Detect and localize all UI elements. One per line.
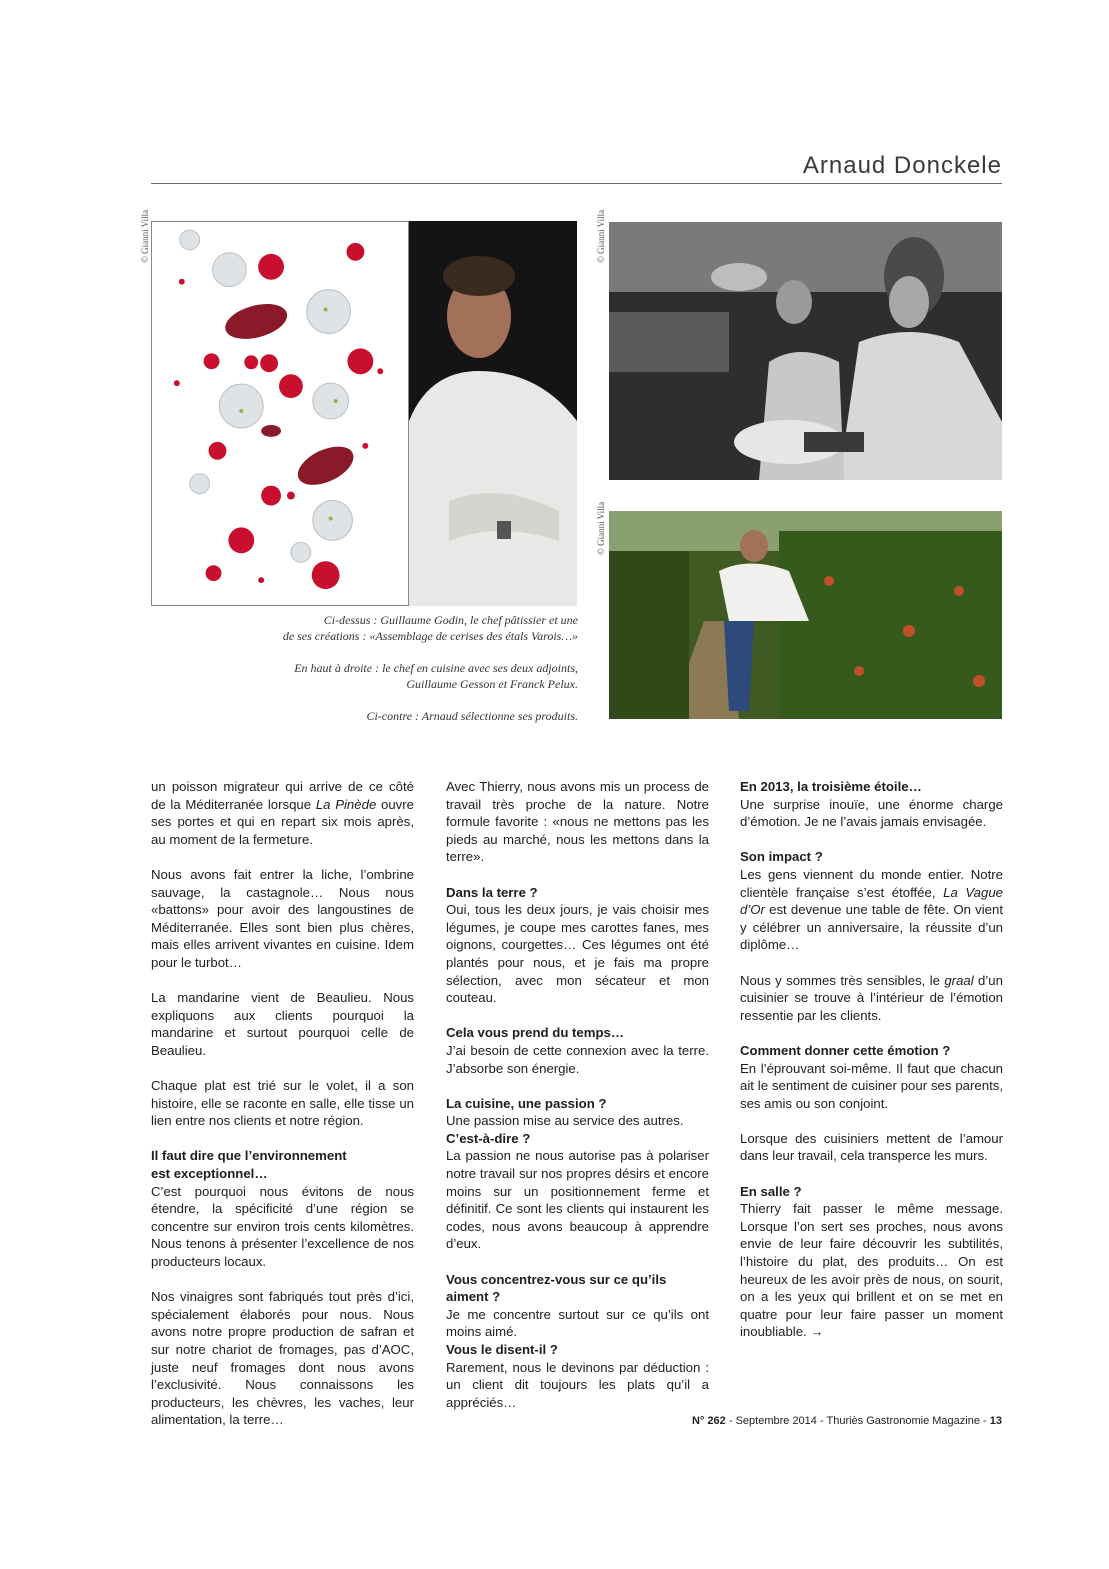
kitchen-team-photo — [609, 222, 1002, 480]
pastry-chef-portrait — [409, 221, 577, 606]
photo-captions — [230, 612, 578, 740]
paragraph: La mandarine vient de Beaulieu. Nous expliquons aux clients pourquoi la mandarine et surtout pourquoi celle de Beaulieu. — [151, 990, 414, 1058]
tomato-field-photo — [609, 511, 1002, 719]
answer: Les gens viennent du monde entier. Notre clientèle française s’est étoffée, La Vague d’Or est devenue une table de fête. On vient y célébrer un anniversaire, la réussite d’un diplôme… — [740, 866, 1004, 953]
paragraph: Nos vinaigres sont fabriqués tout près d’ici, spécialement élaborés pour nous. Nous avons notre propre production de safran et sur notre chariot de fromages, pas d’AOC, juste neuf fromages dont nous avons l’exclusivité. Nous connaissons les producteurs, les chèvres, les vaches, leur alimentation, la terre… — [151, 1289, 414, 1428]
text-column-2 — [446, 778, 709, 1429]
caption-2-line-1: En haut à droite : le chef en cuisine avec ses deux adjoints, — [294, 661, 578, 675]
answer: Je me concentre surtout sur ce qu’ils ont moins aimé. — [446, 1306, 709, 1340]
answer: C’est pourquoi nous évitons de nous étendre, la spécificité d’une région se concentre sur environ trois cents kilomètres. Nous tenons à présenter l’excellence de nos producteurs locaux. — [151, 1183, 414, 1270]
question-heading: Dans la terre ? — [446, 884, 538, 900]
answer: Une surprise inouïe, une énorme charge d’émotion. Je ne l’avais jamais envisagée. — [740, 796, 1003, 830]
cherry-dessert-photo — [151, 221, 409, 606]
answer: J’ai besoin de cette connexion avec la terre. J’absorbe son énergie. — [446, 1042, 709, 1076]
question-heading: Comment donner cette émotion ? — [740, 1042, 951, 1058]
photo-credit-3: © Gianni Villa — [596, 501, 606, 555]
answer: Rarement, nous le devinons par déduction : un client dit toujours les plats qu’il a appréciés… — [446, 1359, 709, 1410]
page-footer: N° 262 - Septembre 2014 - Thuriès Gastronomie Magazine - 13 — [692, 1415, 1002, 1427]
caption-2 — [230, 660, 578, 692]
question-heading: Il faut dire que l’environnement est exceptionnel… — [151, 1148, 347, 1182]
caption-1-line-1: Ci-dessus : Guillaume Godin, le chef pâtissier et une — [323, 613, 578, 627]
paragraph: un poisson migrateur qui arrive de ce côté de la Méditerranée lorsque La Pinède ouvre ses portes et qui en repart six mois après, au moment de la fermeture. — [151, 779, 414, 847]
answer: La passion ne nous autorise pas à polariser notre travail sur nos propres désirs et encore moins sur un positionnement ferme et définitif. Ce sont les clients qui instaurent les codes, nous avons beaucoup à apprendre d’eux. — [446, 1148, 709, 1252]
paragraph: Nous avons fait entrer la liche, l’ombrine sauvage, la castagnole… Nous nous «battons» pour avoir des langoustines de Méditerranée. Elles sont bien plus chères, mais elles arrivent vivantes en cuisine. Idem pour le turbot… — [151, 866, 414, 970]
paragraph: Chaque plat est trié sur le volet, il a son histoire, elle se raconte en salle, elle tisse un lien entre nos clients et notre région. — [151, 1078, 414, 1129]
photo-credit-1: © Gianni Villa — [140, 209, 150, 263]
question-heading: La cuisine, une passion ? — [446, 1095, 607, 1111]
issue-date: Septembre 2014 — [735, 1415, 817, 1427]
answer: Thierry fait passer le même message. Lorsque l’on sert ses proches, nous avons envie de leur faire découvrir les subtilités, l’histoire du plat, des produits… On est heureux de les avoir près de nous, on sourit, on a les yeux qui brillent et on se met en quatre pour leur faire passer un moment inoubliable. → — [740, 1201, 1003, 1340]
page-number: 13 — [989, 1415, 1002, 1427]
question-heading: Vous concentrez-vous sur ce qu’ils aiment ? — [446, 1271, 667, 1305]
header-rule — [151, 183, 1002, 184]
continue-arrow-icon: → — [810, 1324, 824, 1340]
question-heading: Vous le disent-il ? — [446, 1342, 558, 1357]
article-title: Arnaud Donckele — [802, 152, 1002, 179]
question-heading: En 2013, la troisième étoile… — [740, 779, 922, 794]
answer: En l’éprouvant soi-même. Il faut que chacun ait le sentiment de cuisiner pour ses parents, ses amis ou son conjoint. — [740, 1060, 1003, 1111]
issue-number: N° 262 — [692, 1415, 726, 1427]
magazine-name: Thuriès Gastronomie Magazine — [826, 1415, 980, 1427]
paragraph: Avec Thierry, nous avons mis un process de travail très proche de la nature. Notre formule favorite : «nous ne mettons pas les pieds au marché, nous les mettons dans la terre». — [446, 779, 709, 865]
caption-1 — [230, 612, 578, 644]
caption-1-line-2: de ses créations : «Assemblage de cerises des étals Varois…» — [282, 629, 578, 643]
caption-3: Ci-contre : Arnaud sélectionne ses produits. — [366, 709, 578, 723]
photo-credit-2: © Gianni Villa — [596, 209, 606, 263]
paragraph: Nous y sommes très sensibles, le graal d’un cuisinier se trouve à l’intérieur de l’émotion ressentie par les clients. — [740, 972, 1003, 1023]
question-heading: C’est-à-dire ? — [446, 1130, 531, 1146]
caption-2-line-2: Guillaume Gesson et Franck Pelux. — [406, 677, 578, 691]
paragraph: Lorsque des cuisiniers mettent de l’amour dans leur travail, cela transperce les murs. — [740, 1130, 1003, 1164]
text-column-3 — [740, 778, 1003, 1359]
question-heading: Cela vous prend du temps… — [446, 1025, 625, 1041]
question-heading: Son impact ? — [740, 849, 823, 865]
text-column-1 — [151, 778, 414, 1447]
answer: Oui, tous les deux jours, je vais choisir mes légumes, je coupe mes carottes fanes, mes oignons, courgettes… Ces légumes ont été plantés pour nous, et je fais ma propre sélection, avec mon sécateur et mon couteau. — [446, 902, 709, 1006]
question-heading: En salle ? — [740, 1183, 802, 1199]
answer: Une passion mise au service des autres. — [446, 1113, 684, 1129]
